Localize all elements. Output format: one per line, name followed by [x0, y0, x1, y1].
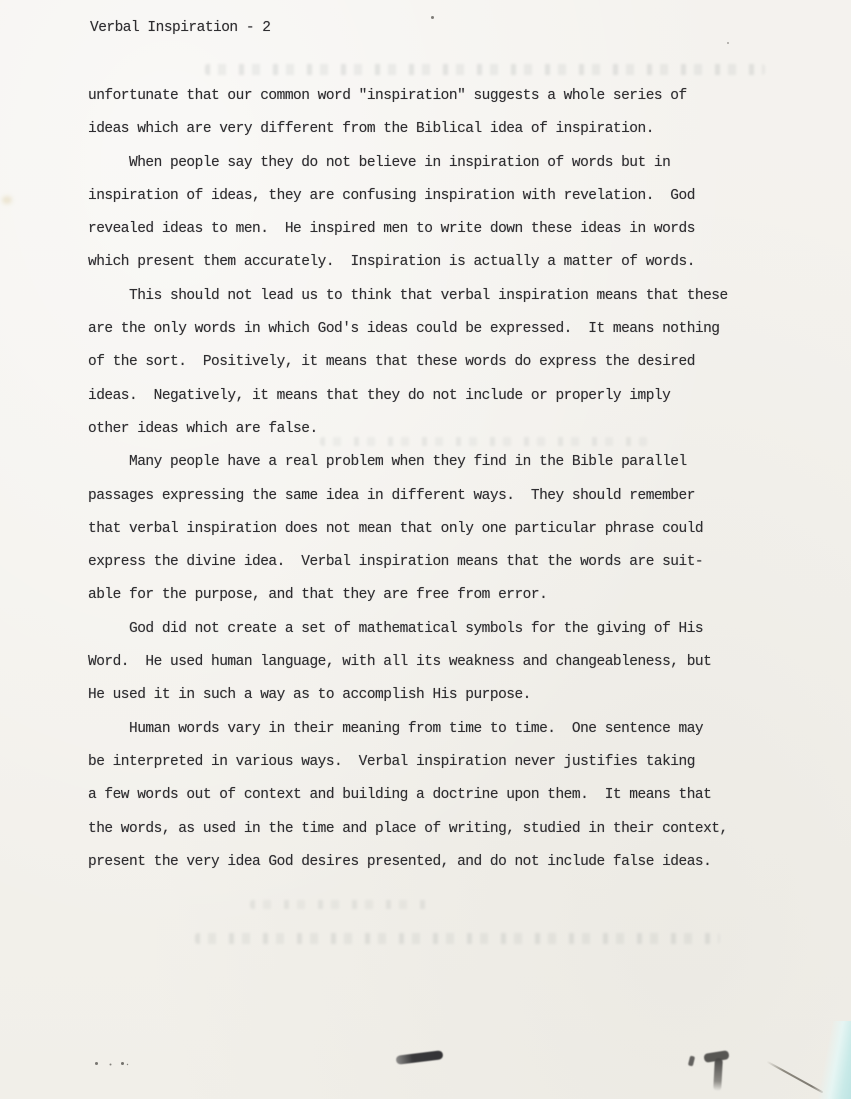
text-line: which present them accurately. Inspiration is actually a matter of words. [88, 254, 695, 271]
text-line: express the divine idea. Verbal inspiration means that the words are suit- [88, 554, 704, 571]
bleed-through-text [195, 933, 720, 944]
text-line: Many people have a real problem when they find in the Bible parallel [88, 454, 687, 471]
page-title: Verbal Inspiration - 2 [90, 20, 271, 36]
text-line: ideas. Negatively, it means that they do not include or properly imply [88, 387, 671, 404]
text-line: able for the purpose, and that they are free from error. [88, 587, 548, 604]
text-line: When people say they do not believe in inspiration of words but in [88, 154, 671, 171]
bleed-through-text [320, 437, 650, 446]
text-line: passages expressing the same idea in different ways. They should remember [88, 487, 695, 504]
ink-speck [431, 16, 434, 19]
text-line: present the very idea God desires presented, and do not include false ideas. [88, 853, 712, 870]
text-line: ideas which are very different from the Biblical idea of inspiration. [88, 121, 654, 138]
text-line: God did not create a set of mathematical symbols for the giving of His [88, 620, 704, 637]
text-line: that verbal inspiration does not mean that only one particular phrase could [88, 520, 704, 537]
bleed-through-text [205, 64, 765, 75]
text-line: be interpreted in various ways. Verbal inspiration never justifies taking [88, 753, 695, 770]
text-line: of the sort. Positively, it means that these words do express the desired [88, 354, 695, 371]
ink-smudge [396, 1050, 444, 1065]
text-line: unfortunate that our common word "inspiration" suggests a whole series of [88, 88, 687, 104]
ink-dots [95, 1062, 98, 1065]
ink-mark [688, 1056, 695, 1067]
text-line: This should not lead us to think that verbal inspiration means that these [88, 287, 728, 304]
text-line: revealed ideas to men. He inspired men to write down these ideas in words [88, 221, 695, 238]
scratch-mark [767, 1061, 824, 1093]
ink-blot [713, 1058, 723, 1091]
document-body [88, 86, 788, 885]
text-line: Word. He used human language, with all its weakness and changeableness, but [88, 654, 712, 671]
ink-speck [727, 42, 729, 44]
text-line: the words, as used in the time and place of writing, studied in their context, [88, 820, 728, 837]
text-line: other ideas which are false. [88, 420, 318, 437]
text-line: a few words out of context and building a doctrine upon them. It means that [88, 787, 712, 804]
text-line: are the only words in which God's ideas could be expressed. It means nothing [88, 321, 720, 338]
text-line: inspiration of ideas, they are confusing inspiration with revelation. God [88, 187, 695, 204]
scanner-edge-corner [817, 1021, 851, 1099]
bleed-through-text [250, 900, 430, 909]
paper-stain [2, 196, 12, 204]
text-line: Human words vary in their meaning from time to time. One sentence may [88, 720, 704, 737]
text-line: He used it in such a way as to accomplish His purpose. [88, 687, 531, 704]
